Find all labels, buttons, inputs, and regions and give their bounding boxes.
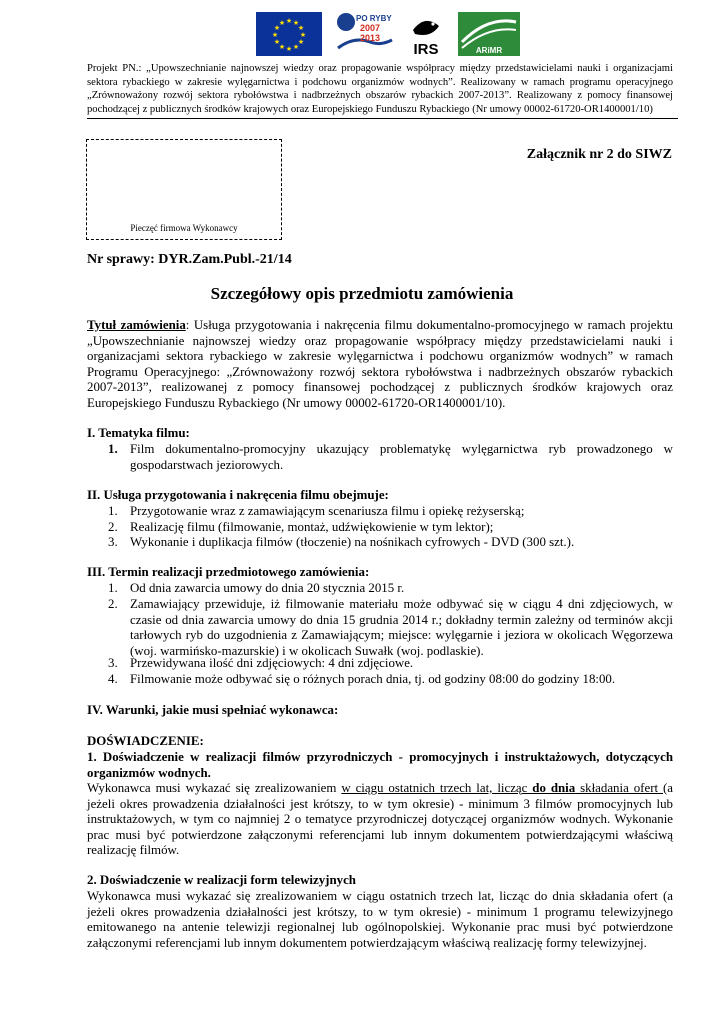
po-ryby-label: PO RYBY xyxy=(356,14,392,23)
annex-label: Załącznik nr 2 do SIWZ xyxy=(526,147,672,162)
list-item-text: Wykonanie i duplikacja filmów (tłoczenie) na nośnikach cyfrowych - DVD (300 szt.). xyxy=(130,535,575,549)
svg-text:★: ★ xyxy=(285,45,293,53)
list-item-text: Przygotowanie wraz z zamawiającym scenariusza filmu i opiekę reżyserską; xyxy=(130,504,525,518)
po-ryby-year-start: 2007 xyxy=(360,23,381,33)
list-item xyxy=(108,672,673,688)
experience-1-text-a: Wykonawca musi wykazać się zrealizowaniem xyxy=(87,781,342,795)
experience-1-underlined-b: składania ofert xyxy=(575,781,663,795)
list-item-text: Przewidywana ilość dni zdjęciowych: 4 dni zdjęciowe. xyxy=(130,656,414,670)
svg-text:★: ★ xyxy=(271,31,279,39)
eu-flag-logo xyxy=(256,12,322,56)
irs-label: IRS xyxy=(413,41,439,58)
order-title-text: : Usługa przygotowania i nakręcenia filmu dokumentalno-promocyjnego w ramach projektu „Upowszechnianie najnowszej wiedzy oraz propagowanie współpracy między przedstawicielami nauki i organizacjami sektora rybackiego w zakresie wylęgarnictwa i podchowu organizmów wodnych” w ramach Programu Operacyjnego: „Zrównoważony rozwój sektora rybołówstwa i nadbrzeżnych obszarów rybackich 2007-2013”, realizowanej z pomocy finansowej pochodzącej z publicznych środków krajowych oraz Europejskiego Funduszu Rybackiego (Nr umowy 00002-61720-OR1400001/10). xyxy=(87,318,674,410)
po-ryby-year-end: 2013 xyxy=(360,33,381,43)
po-ryby-logo xyxy=(334,12,396,56)
list-item-text: Realizację filmu (filmowanie, montaż, udźwiękowienie w tym lektor); xyxy=(130,520,494,534)
svg-text:★: ★ xyxy=(278,19,286,27)
experience-2-text: Wykonawca musi wykazać się zrealizowaniem w ciągu ostatnich trzech lat, licząc do dnia składania ofert (a jeżeli okres prowadzenia działalności jest krótszy, to w tym okresie) - minimum 1 programu telewizyjnego emitowanego na antenie telewizji regionalnej lub ogólnopolskiej. Wykonanie prac musi być potwierdzone załączonymi referencjami lub innym dokumentem potwierdzającym właściwą realizację formy telewizyjnej. xyxy=(87,889,673,950)
logo-bar xyxy=(0,12,724,60)
list-item-text: Filmowanie może odbywać się o różnych porach dnia, tj. od godziny 08:00 do godziny 18:00. xyxy=(130,672,616,686)
project-header-text: Projekt PN.: „Upowszechnianie najnowszej wiedzy oraz propagowanie współpracy między przedstawicielami nauki i organizacjami sektora rybackiego w zakresie wylęgarnictwa i podchowu organizmów wodnych”. Realizowany w ramach programu operacyjnego „Zrównoważony rozwój sektora rybołówstwa i nadbrzeżnych obszarów rybackich 2007-2013”. Realizowany z pomocy finansowej pochodzącej z publicznych środków krajowych oraz Europejskiego Funduszu Rybackiego (Nr umowy 00002-61720-OR1400001/10) xyxy=(87,63,673,115)
list-item-text: Zamawiający przewiduje, iż filmowanie materiału może odbywać się w ciągu 4 dni zdjęciowych, w czasie od dnia zawarcia umowy do dnia 15 grudnia 2014 r.; dokładny termin zależny od terminów akcji tarłowych ryb do uzgodnienia z Zamawiającym; miejsce: wylęgarnie i jeziora w okolicach Węgorzewa (woj. warmińsko-mazurskie) i w okolicach Suwałk (woj. podlaskie). xyxy=(130,597,673,658)
list-item-number: 1. xyxy=(108,504,118,518)
experience-1-text-b: (a jeżeli okres prowadzenia działalności jest krótszy, to w tym okresie) - minimum 3 filmów promocyjnych lub instruktażowych, w tym co najmniej 2 o tematyce przyrodniczej dotyczącej organizmów wodnych. Wykonanie prac musi być potwierdzone załączonymi referencjami lub innym dokumentem potwierdzającymi właściwą realizację filmów. xyxy=(87,781,674,858)
svg-text:★: ★ xyxy=(292,19,300,27)
list-item-text: Od dnia zawarcia umowy do dnia 20 stycznia 2015 r. xyxy=(130,581,405,595)
list-item xyxy=(108,581,673,597)
list-item xyxy=(108,656,673,672)
list-item-number: 3. xyxy=(108,656,118,670)
arimr-logo xyxy=(458,12,520,56)
svg-text:★: ★ xyxy=(285,17,293,25)
arimr-label: ARiMR xyxy=(475,46,503,55)
section-4-heading: IV. Warunki, jakie musi spełniać wykonawca: xyxy=(87,703,339,717)
svg-text:★: ★ xyxy=(297,24,305,32)
experience-1-underlined-a: w ciągu ostatnich trzech lat, licząc xyxy=(341,781,533,795)
list-item xyxy=(108,520,673,536)
list-item xyxy=(108,597,673,659)
svg-text:★: ★ xyxy=(273,38,281,46)
list-item xyxy=(108,504,673,520)
experience-1-underlined-bold: do dnia xyxy=(532,781,576,795)
svg-text:★: ★ xyxy=(297,38,305,46)
order-title-paragraph xyxy=(87,318,673,412)
list-item-number: 2. xyxy=(108,520,118,534)
list-item xyxy=(108,535,673,551)
header-divider xyxy=(87,118,678,119)
section-3-heading: III. Termin realizacji przedmiotowego zamówienia: xyxy=(87,565,370,579)
svg-text:★: ★ xyxy=(278,43,286,51)
irs-logo xyxy=(405,12,447,56)
stamp-label: Pieczęć firmowa Wykonawcy xyxy=(130,223,238,233)
svg-text:★: ★ xyxy=(299,31,307,39)
experience-heading: DOŚWIADCZENIE: xyxy=(87,734,204,748)
list-item-number: 4. xyxy=(108,672,118,686)
experience-1-heading: 1. Doświadczenie w realizacji filmów przyrodniczych - promocyjnych i instruktażowych, dotyczących organizmów wodnych. xyxy=(87,750,673,780)
list-item-text: Film dokumentalno-promocyjny ukazujący problematykę wylęgarnictwa ryb prowadzonego w gospodarstwach jeziorowych. xyxy=(130,442,673,472)
order-title-label: Tytuł zamówienia xyxy=(87,318,186,332)
list-item-number: 1. xyxy=(108,581,118,595)
eu-stars-icon xyxy=(256,12,322,56)
svg-text:★: ★ xyxy=(292,43,300,51)
section-1-heading: I. Tematyka filmu: xyxy=(87,426,190,440)
experience-1-text xyxy=(87,781,673,859)
document-title: Szczegółowy opis przedmiotu zamówienia xyxy=(210,284,514,303)
experience-2-heading: 2. Doświadczenie w realizacji form telewizyjnych xyxy=(87,873,356,887)
list-item-number: 1. xyxy=(108,442,118,456)
company-stamp-box xyxy=(86,139,282,240)
case-number: Nr sprawy: DYR.Zam.Publ.-21/14 xyxy=(87,252,292,267)
list-item-number: 3. xyxy=(108,535,118,549)
list-item-number: 2. xyxy=(108,597,118,611)
list-item xyxy=(108,442,673,473)
svg-text:★: ★ xyxy=(273,24,281,32)
section-2-heading: II. Usługa przygotowania i nakręcenia filmu obejmuje: xyxy=(87,488,389,502)
